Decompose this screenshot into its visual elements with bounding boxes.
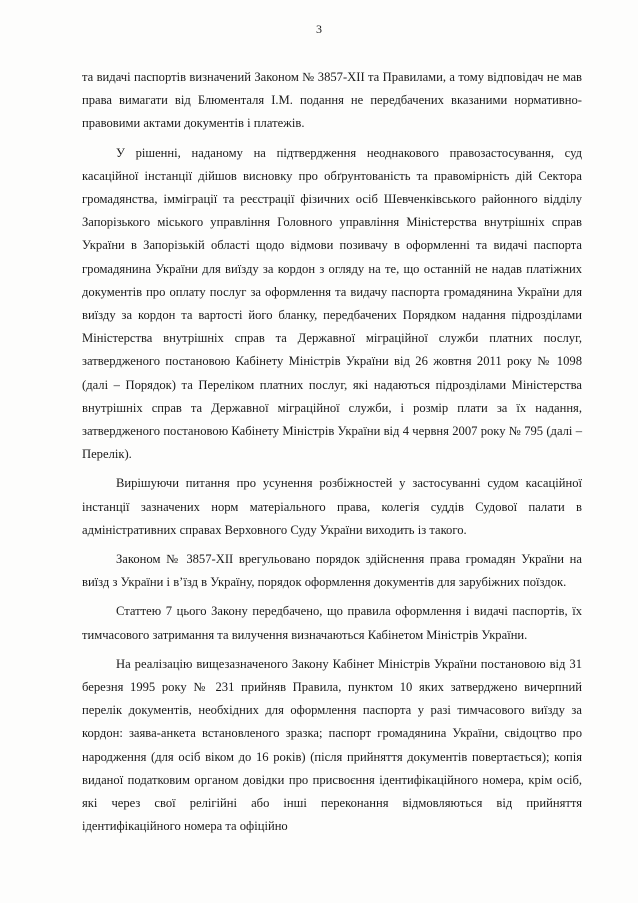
document-body	[82, 66, 582, 845]
paragraph-3: Вирішуючи питання про усунення розбіжностей у застосуванні судом касаційної інстанції зазначених норм матеріального права, колегія суддів Судової палати в адміністративних справах Верховного Суду України виходить із такого.	[82, 476, 582, 537]
paragraph-1: та видачі паспортів визначений Законом № 3857-XII та Правилами, а тому відповідач не мав права вимагати від Блюменталя І.М. подання не передбачених вказаними нормативно-правовими актами документів і платежів.	[82, 70, 582, 131]
paragraph-6: На реалізацію вищезазначеного Закону Кабінет Міністрів України постановою від 31 березня 1995 року № 231 прийняв Правила, пунктом 10 яких затверджено вичерпний перелік документів, необхідних для оформлення паспорта у разі тимчасового виїзду за кордон: заява-анкета встановленого зразка; паспорт громадянина України, свідоцтво про народження (для осіб віком до 16 років) (після прийняття документів повертається); копія виданої податковим органом довідки про присвоєння ідентифікаційного номера, крім осіб, які через свої релігійні або інші переконання відмовляються від прийняття ідентифікаційного номера та офіційно	[82, 656, 582, 834]
paragraph-4: Законом № 3857-XII врегульовано порядок здійснення права громадян України на виїзд з України і в’їзд в Україну, порядок оформлення документів для зарубіжних поїздок.	[82, 552, 582, 590]
page-number: 3	[316, 22, 322, 36]
paragraph-5: Статтею 7 цього Закону передбачено, що правила оформлення і видачі паспортів, їх тимчасового затримання та вилучення визначаються Кабінетом Міністрів України.	[82, 604, 582, 642]
paragraph-2: У рішенні, наданому на підтвердження неоднакового правозастосування, суд касаційної інстанції дійшов висновку про обґрунтованість та правомірність дій Сектора громадянства, імміграції та реєстрації фізичних осіб Шевченківського районного відділу Запорізького міського управління Головного управління Міністерства внутрішніх справ України в Запорізькій області щодо відмови позивачу в оформленні та видачі паспорта громадянина України для виїзду за кордон з огляду на те, що останній не надав платіжних документів про оплату послуг за оформлення та видачу паспорта громадянина України для виїзду за кордон та вартості його бланку, передбачених Порядком надання підрозділами Міністерства внутрішніх справ та Державної міграційної служби платних послуг, затвердженого постановою Кабінету Міністрів України від 26 жовтня 2011 року № 1098 (далі – Порядок) та Переліком платних послуг, які надаються підрозділами Міністерства внутрішніх справ та Державної міграційної служби, і розмір плати за їх надання, затвердженого постановою Кабінету Міністрів України від 4 червня 2007 року № 795 (далі – Перелік).	[82, 145, 582, 462]
